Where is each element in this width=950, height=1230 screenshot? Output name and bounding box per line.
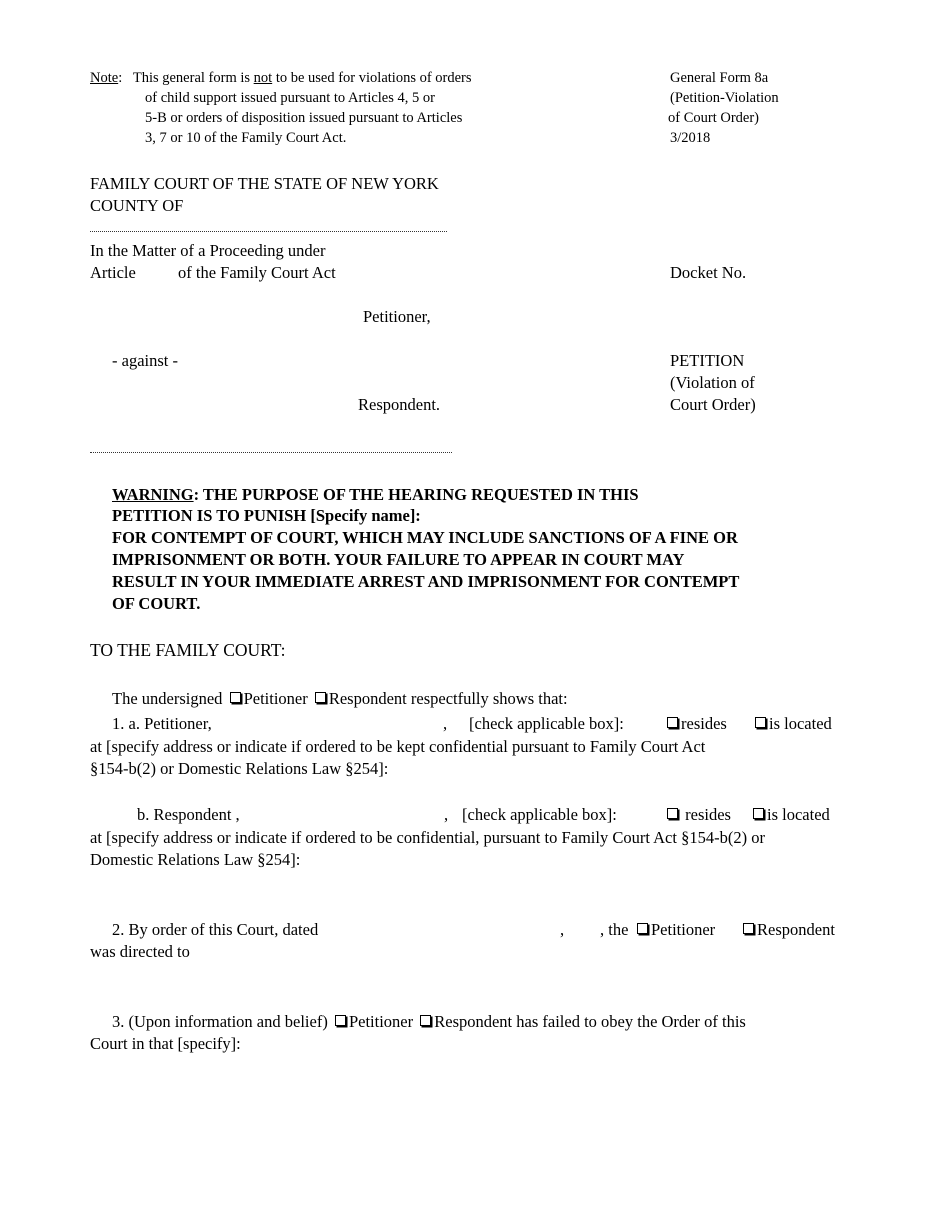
against-label: - against - xyxy=(112,351,178,370)
respondent-caption: Respondent. xyxy=(358,395,441,414)
p1b-located-checkbox[interactable] xyxy=(753,808,764,819)
p2-label: 2. By order of this Court, dated xyxy=(112,920,319,939)
p1b-line-3: Domestic Relations Law §254]: xyxy=(90,850,301,869)
p2-the: , the xyxy=(600,920,629,939)
p2-petitioner-checkbox[interactable] xyxy=(637,923,648,934)
matter-line-2: of the Family Court Act xyxy=(178,263,336,282)
p1b-resides-checkbox[interactable] xyxy=(667,808,678,819)
document-title: PETITION xyxy=(670,351,745,370)
warning-line-6: OF COURT. xyxy=(112,594,201,613)
note-line-1: Note: This general form is not to be used for violations of orders xyxy=(90,70,472,86)
form-id-line-2: (Petition-Violation xyxy=(670,90,779,106)
note-line-3: 5-B or orders of disposition issued pursuant to Articles xyxy=(145,110,463,126)
matter-line-1: In the Matter of a Proceeding under xyxy=(90,241,326,260)
p3-line-2: Court in that [specify]: xyxy=(90,1034,241,1053)
p2-respondent-option: Respondent xyxy=(740,919,835,941)
document-subtitle-2: Court Order) xyxy=(670,395,756,414)
court-name: FAMILY COURT OF THE STATE OF NEW YORK xyxy=(90,174,439,193)
to-court-heading: TO THE FAMILY COURT: xyxy=(90,640,286,660)
warning-line-1: WARNING: THE PURPOSE OF THE HEARING REQUESTED IN THIS xyxy=(112,485,639,504)
p1b-check-instruction: [check applicable box]: xyxy=(462,805,617,824)
warning-line-4: IMPRISONMENT OR BOTH. YOUR FAILURE TO APPEAR IN COURT MAY xyxy=(112,550,685,569)
warning-line-2: PETITION IS TO PUNISH [Specify name]: xyxy=(112,506,421,525)
p1a-located-option: is located xyxy=(752,713,832,735)
p1a-line-3: §154-b(2) or Domestic Relations Law §254]: xyxy=(90,759,389,778)
intro-petitioner-checkbox[interactable] xyxy=(230,692,241,703)
caption-bottom-rule xyxy=(90,452,452,453)
p2-respondent-checkbox[interactable] xyxy=(743,923,754,934)
p1b-comma: , xyxy=(444,805,449,824)
document-subtitle-1: (Violation of xyxy=(670,373,755,392)
county-label: COUNTY OF xyxy=(90,196,184,215)
p1a-located-checkbox[interactable] xyxy=(755,717,766,728)
note-line-2: of child support issued pursuant to Articles 4, 5 or xyxy=(145,90,435,106)
p1a-line-2: at [specify address or indicate if ordered to be kept confidential pursuant to Family Court Act xyxy=(90,737,706,756)
p3-respondent-checkbox[interactable] xyxy=(420,1015,431,1026)
warning-label: WARNING xyxy=(112,485,194,504)
form-id-date: 3/2018 xyxy=(670,130,711,146)
form-id-line-1: General Form 8a xyxy=(670,70,769,86)
docket-label: Docket No. xyxy=(670,263,747,282)
p1b-line-2: at [specify address or indicate if ordered to be confidential, pursuant to Family Court Act §154-b(2) or xyxy=(90,828,765,847)
p1a-comma: , xyxy=(443,714,448,733)
p1b-located-option: is located xyxy=(750,804,830,826)
form-id-line-3: of Court Order) xyxy=(668,110,760,126)
article-label: Article xyxy=(90,263,136,282)
p2-petitioner-option: Petitioner xyxy=(634,919,715,941)
p3-petitioner-checkbox[interactable] xyxy=(335,1015,346,1026)
p2-line-2: was directed to xyxy=(90,942,190,961)
warning-line-3: FOR CONTEMPT OF COURT, WHICH MAY INCLUDE SANCTIONS OF A FINE OR xyxy=(112,528,738,547)
p2-comma: , xyxy=(560,920,565,939)
p1a-label: 1. a. Petitioner, xyxy=(112,714,212,733)
note-label: Note xyxy=(90,70,119,86)
p1a-check-instruction: [check applicable box]: xyxy=(469,714,624,733)
note-line-4: 3, 7 or 10 of the Family Court Act. xyxy=(145,130,347,146)
p1a-resides-checkbox[interactable] xyxy=(667,717,678,728)
petitioner-caption: Petitioner, xyxy=(363,307,431,326)
intro-respondent-checkbox[interactable] xyxy=(315,692,326,703)
p1b-label: b. Respondent , xyxy=(137,805,240,824)
caption-top-rule xyxy=(90,231,447,232)
p1a-resides-option: resides xyxy=(664,713,727,735)
p1b-resides-option: resides xyxy=(664,804,731,826)
intro-line: The undersigned Petitioner Respondent respectfully shows that: xyxy=(112,689,568,708)
warning-line-5: RESULT IN YOUR IMMEDIATE ARREST AND IMPRISONMENT FOR CONTEMPT xyxy=(112,572,740,591)
p3-line-1: 3. (Upon information and belief) Petitioner Respondent has failed to obey the Order of this xyxy=(112,1012,746,1031)
